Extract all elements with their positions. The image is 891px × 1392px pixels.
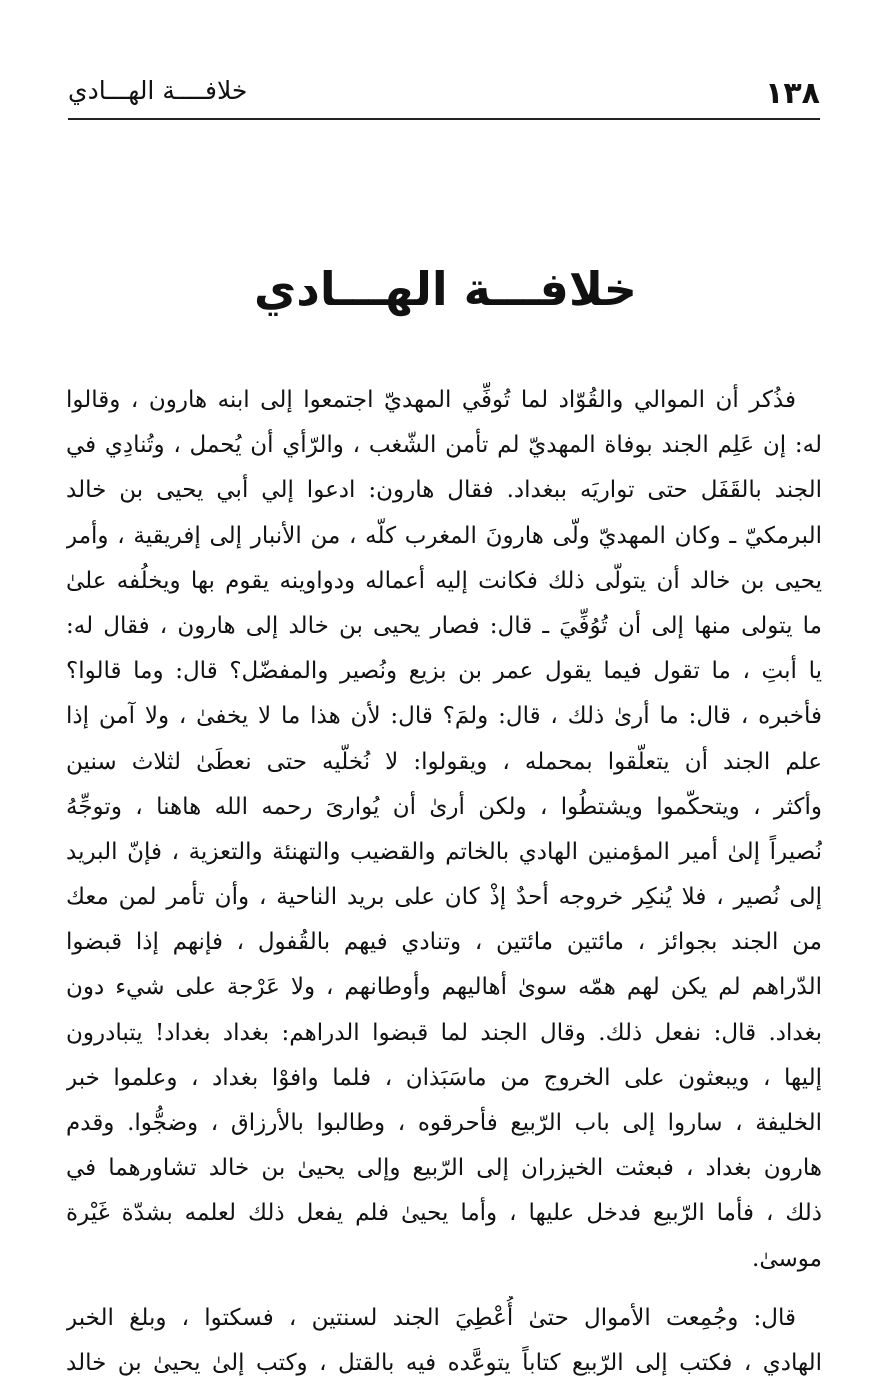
running-title: خلافــــة الهـــادي — [68, 76, 248, 105]
text-line: فذُكر أن الموالي والقُوّاد لما تُوفِّي المهديّ اجتمعوا إلى ابنه هارون ، وقالوا — [66, 387, 796, 413]
paragraph-gap — [66, 1282, 822, 1296]
text-line: فأخبره ، قال: ما أرىٰ ذلك ، قال: ولمَ؟ قال: لأن هذا ما لا يخفىٰ ، ولا آمن إذا — [66, 703, 822, 730]
text-line: الدّراهم لم يكن لهم همّه سوىٰ أهاليهم وأوطانهم ، ولا عَرْجة على شيء دون — [66, 974, 822, 1001]
text-line: الخليفة ، ساروا إلى باب الرّبيع فأحرقوه ، وطالبوا بالأرزاق ، وضجُّوا. وقدم — [66, 1110, 822, 1136]
text-line: نُصيراً إلىٰ أمير المؤمنين الهادي بالخاتم والقضيب والتهنئة والتعزية ، فإنّ البريد — [66, 838, 822, 865]
text-line: موسىٰ. — [752, 1245, 822, 1272]
text-line: الجند بالقَفَل حتى تواريَه ببغداد. فقال هارون: ادعوا إلي أبي يحيى بن خالد — [66, 477, 822, 504]
paragraph — [66, 378, 822, 1282]
page-number: ١٣٨ — [765, 76, 820, 111]
text-line: قال: وجُمِعت الأموال حتىٰ أُعْطِيَ الجند لسنتين ، فسكتوا ، وبلغ الخبر — [66, 1304, 796, 1331]
running-header — [68, 70, 820, 120]
chapter-title: خلافـــة الهـــادي — [254, 262, 637, 316]
body-text — [66, 378, 822, 1386]
text-line: علم الجند أن يتعلّقوا بمحمله ، ويقولوا: لا نُخلّيه حتى نعطَىٰ لثلاث سنين — [66, 748, 822, 775]
text-line: وأكثر ، ويتحكّموا ويشتطُوا ، ولكن أرىٰ أن يُوارىَ رحمه الله هاهنا ، وتوجِّهُ — [66, 793, 822, 820]
text-line: الهادي ، فكتب إلى الرّبيع كتاباً يتوعَّده فيه بالقتل ، وكتب إلىٰ يحيىٰ بن خالد — [66, 1349, 822, 1376]
paragraph — [66, 1296, 822, 1386]
text-line: يحيى بن خالد أن يتولّى ذلك فكانت إليه أعماله ودواوينه يقوم بها ويخلُفه علىٰ — [66, 567, 822, 594]
text-line: إلى نُصير ، فلا يُنكِر خروجه أحدٌ إذْ كان على بريد الناحية ، وأن تأمر لمن معك — [66, 884, 822, 911]
header-rule — [68, 118, 820, 120]
text-line: له: إن عَلِم الجند بوفاة المهديّ لم تأمن الشّغب ، والرّأي أن يُحمل ، وتُنادِي في — [66, 432, 822, 459]
text-line: من الجند بجوائز ، مائتين مائتين ، وتنادي فيهم بالقُفول ، فإنهم إذا قبضوا — [66, 929, 822, 956]
text-line: البرمكيّ ـ وكان المهديّ ولّى هارونَ المغرب كلّه ، من الأنبار إلى إفريقية ، وأمر — [66, 522, 822, 549]
text-line: ما يتولى منها إلى أن تُوُفِّيَ ـ قال: فصار يحيى بن خالد إلى هارون ، فقال له: — [66, 612, 822, 639]
text-line: إليها ، ويبعثون على الخروج من ماسَبَذان ، فلما وافوْا بغداد ، وعلموا خبر — [66, 1064, 822, 1091]
text-line: يا أبتِ ، ما تقول فيما يقول عمر بن بزيع ونُصير والمفضّل؟ قال: وما قالوا؟ — [66, 658, 822, 685]
text-line: بغداد. قال: نفعل ذلك. وقال الجند لما قبضوا الدراهم: بغداد بغداد! يتبادرون — [66, 1019, 822, 1046]
text-line: هارون بغداد ، فبعثت الخيزران إلى الرّبيع وإلى يحيىٰ بن خالد تشاورهما في — [66, 1155, 822, 1182]
text-line: ذلك ، فأما الرّبيع فدخل عليها ، وأما يحيىٰ فلم يفعل ذلك لعلمه بشدّة غَيْرة — [66, 1200, 822, 1227]
